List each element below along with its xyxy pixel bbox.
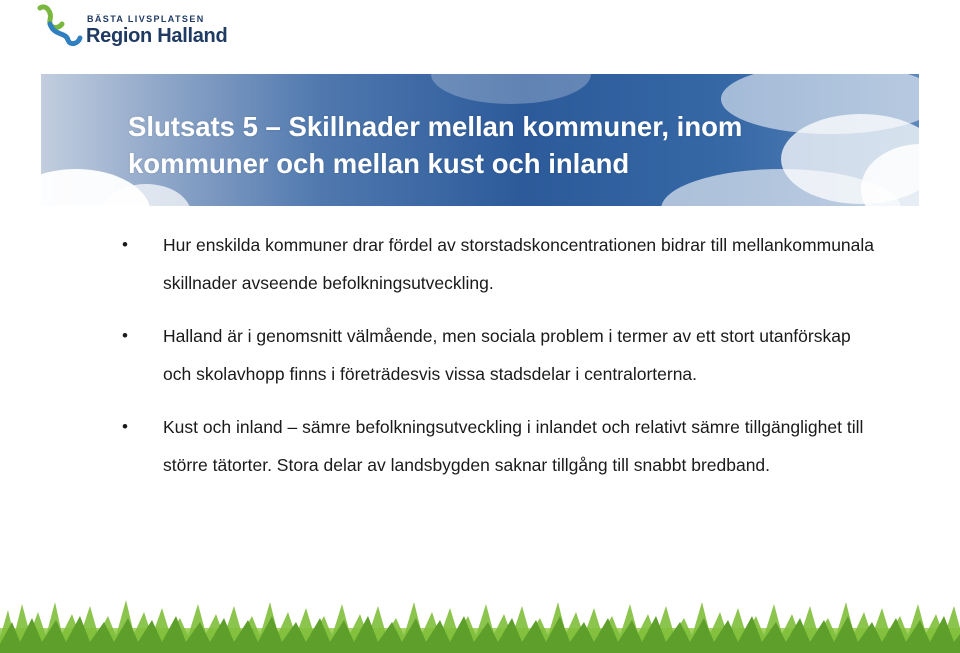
logo-name: Region Halland — [86, 25, 228, 47]
region-halland-emblem-icon — [36, 2, 86, 50]
bullet-dot: • — [122, 235, 128, 254]
bullet-item — [122, 408, 882, 484]
grass-footer — [0, 598, 960, 653]
bullet-text: Hur enskilda kommuner drar fördel av storstadskoncentrationen bidrar till mellankommunala skillnader avseende befolkningsutveckling. — [163, 235, 875, 293]
logo-tagline: BÄSTA LIVSPLATSEN — [87, 14, 205, 24]
bullet-text: Halland är i genomsnitt välmående, men sociala problem i termer av ett stort utanförskap och skolavhopp finns i företrädesvis vissa stadsdelar i centralorterna. — [163, 326, 851, 384]
slide-title: Slutsats 5 – Skillnader mellan kommuner, inom kommuner och mellan kust och inland — [128, 111, 743, 179]
bullet-text: Kust och inland – sämre befolkningsutveckling i inlandet och relativt sämre tillgänglighet till större tätorter. Stora delar av landsbygden saknar tillgång till snabbt bredband. — [163, 417, 864, 475]
bullet-item — [122, 226, 882, 302]
title-banner — [41, 74, 919, 206]
bullet-list — [122, 226, 882, 499]
bullet-dot: • — [122, 326, 128, 345]
region-halland-logo — [36, 2, 256, 52]
bullet-item — [122, 317, 882, 393]
bullet-dot: • — [122, 417, 128, 436]
cloud-top — [431, 74, 591, 104]
